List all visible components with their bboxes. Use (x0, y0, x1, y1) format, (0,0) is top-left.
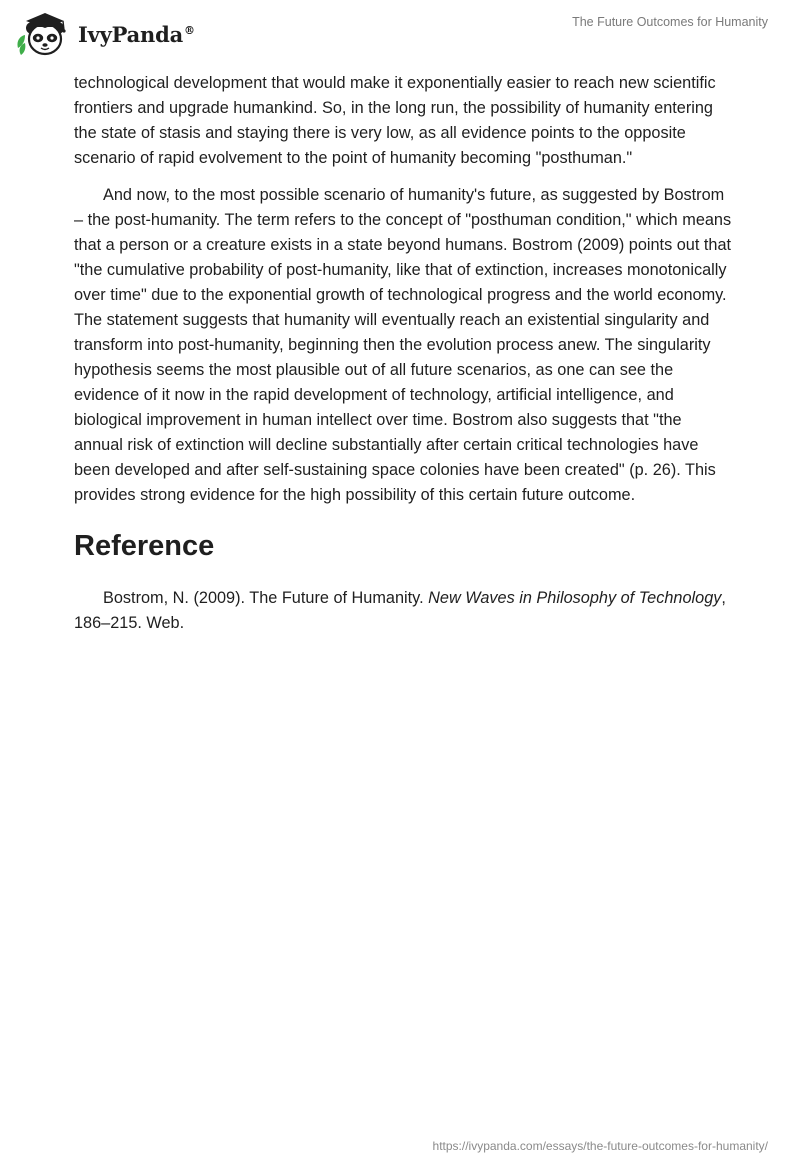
reference-authors: Bostrom, N. (2009). The Future of Humanity. (103, 589, 429, 607)
ivypanda-logo[interactable] (14, 8, 234, 60)
logo-wordmark: IvyPanda® (78, 22, 195, 47)
page-header (0, 0, 800, 64)
reference-entry (74, 586, 734, 636)
reference-source-title: New Waves in Philosophy of Technology (428, 589, 722, 607)
essay-body (74, 71, 734, 636)
panda-graduate-icon (14, 8, 76, 60)
running-title: The Future Outcomes for Humanity (572, 15, 768, 29)
reference-pages: , 186–215. Web. (74, 589, 726, 632)
body-paragraph: technological development that would make it exponentially easier to reach new scientific frontiers and upgrade humankind. So, in the long run, the possibility of humanity entering the state of stasis and staying there is very low, as all evidence points to the opposite scenario of rapid evolvement to the point of humanity becoming "posthuman." (74, 74, 716, 167)
body-paragraph: And now, to the most possible scenario of humanity's future, as suggested by Bostrom – the post-humanity. The term refers to the concept of "posthuman condition," which means that a person or a creature exists in a state beyond humans. Bostrom (2009) points out that "the cumulative probability of post-humanity, like that of extinction, increases monotonically over time" due to the exponential growth of technological progress and the world economy. The statement suggests that humanity will eventually reach an existential singularity and transform into post-humanity, beginning then the evolution process anew. The singularity hypothesis seems the most plausible out of all future scenarios, as one can see the evidence of it now in the rapid development of technology, artificial intelligence, and biological improvement in human intellect over time. Bostrom also suggests that "the annual risk of extinction will decline substantially after certain critical technologies have been developed and after self-sustaining space colonies have been created" (p. 26). This provides strong evidence for the high possibility of this certain future outcome. (74, 186, 732, 504)
footer-url-link[interactable]: https://ivypanda.com/essays/the-future-outcomes-for-humanity/ (432, 1139, 768, 1153)
registered-mark: ® (184, 24, 195, 37)
reference-heading: Reference (74, 530, 215, 562)
